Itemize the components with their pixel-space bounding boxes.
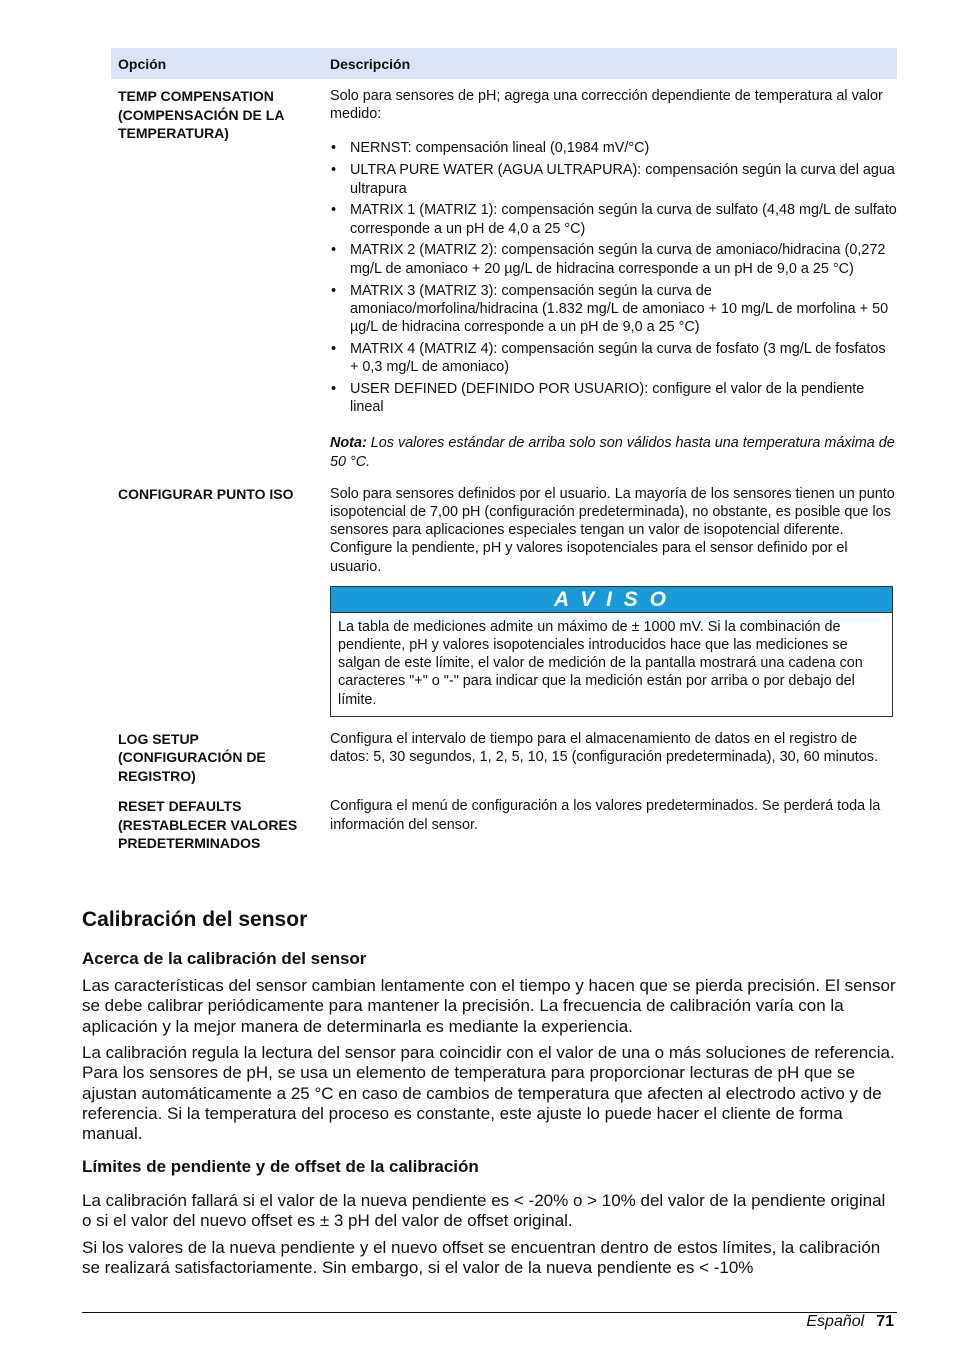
page-footer	[806, 1312, 894, 1332]
list-item: • ULTRA PURE WATER (AGUA ULTRAPURA): compensación según la curva del agua ultrapura	[330, 161, 897, 197]
description-temp-compensation	[323, 87, 897, 471]
iso-description: Solo para sensores definidos por el usuario. La mayoría de los sensores tienen un punto isopotencial de 7,00 pH (configuración predeterminada), no obstante, es posible que los sensores para aplicaciones especiales tengan un valor de isopotencial diferente. Configure la pendiente, pH y valores isopotenciales para el sensor definido por el usuario.	[330, 485, 895, 575]
list-item: • MATRIX 2 (MATRIZ 2): compensación según la curva de amoniaco/hidracina (0,272 mg/L de amoniaco + 20 µg/L de hidracina corresponde a un pH de 9,0 a 25 °C)	[330, 241, 897, 277]
section-title: Calibración del sensor	[82, 908, 308, 931]
paragraph-3: La calibración fallará si el valor de la nueva pendiente es < -20% o > 10% del valor de la pendiente original o si el valor del nuevo offset es ± 3 pH del valor de offset original.	[82, 1191, 886, 1231]
options-table	[111, 48, 897, 853]
description-reset-defaults: Configura el menú de configuración a los valores predeterminados. Se perderá toda la información del sensor.	[330, 798, 881, 833]
note-text: Los valores estándar de arriba solo son válidos hasta una temperatura máxima de 50 °C.	[330, 435, 895, 470]
list-item: • MATRIX 1 (MATRIZ 1): compensación según la curva de sulfato (4,48 mg/L de sulfato corresponde a un pH de 4,0 a 25 °C)	[330, 201, 897, 237]
option-log-setup: LOG SETUP (CONFIGURACIÓN DE REGISTRO)	[118, 730, 266, 784]
page-number: 71	[876, 1313, 894, 1330]
description-iso-point	[323, 485, 897, 717]
subsection-title-limits: Límites de pendiente y de offset de la calibración	[82, 1157, 479, 1176]
option-temp-compensation: TEMP COMPENSATION (COMPENSACIÓN DE LA TEMPERATURA)	[118, 88, 284, 141]
table-row-iso-point	[111, 485, 897, 717]
list-item: • USER DEFINED (DEFINIDO POR USUARIO): configure el valor de la pendiente lineal	[330, 380, 897, 416]
list-item: • MATRIX 4 (MATRIZ 4): compensación según la curva de fosfato (3 mg/L de fosfatos + 0,3 mg/L de amoniaco)	[330, 340, 897, 376]
temp-intro: Solo para sensores de pH; agrega una corrección dependiente de temperatura al valor medido:	[330, 88, 883, 123]
paragraph-1: Las características del sensor cambian lentamente con el tiempo y hacen que se pierda precisión. El sensor se debe calibrar periódicamente para mantener la precisión. La frecuencia de calibración varía con la aplicación y la mejor manera de determinarla es mediante la experiencia.	[82, 976, 896, 1036]
header-description: Descripción	[330, 55, 411, 72]
notice-title: A V I S O	[331, 587, 892, 613]
paragraph-2: La calibración regula la lectura del sensor para coincidir con el valor de una o más soluciones de referencia. Para los sensores de pH, se usa un elemento de temperatura para proporcionar lecturas de pH que se ajustan automáticamente a 25 °C en caso de cambios de temperatura que afecten al electrodo activo y de referencia. Si la temperatura del proceso es constante, este ajuste lo puede hacer el cliente de forma manual.	[82, 1043, 895, 1144]
paragraph-4: Si los valores de la nueva pendiente y el nuevo offset se encuentran dentro de estos límites, la calibración se realizará satisfactoriamente. Sin embargo, si el valor de la nueva pendiente es < -10%	[82, 1238, 881, 1278]
notice-text: La tabla de mediciones admite un máximo de ± 1000 mV. Si la combinación de pendiente, pH y valores isopotenciales introducidos hace que las mediciones se salgan de este límite, el valor de medición de la pantalla mostrará una cadena con caracteres "+" o "-" para indicar que la medición están por arriba o por debajo del límite.	[338, 618, 863, 708]
list-item: • NERNST: compensación lineal (0,1984 mV/°C)	[330, 139, 897, 157]
note-label: Nota:	[330, 435, 367, 452]
table-row-reset-defaults	[111, 797, 897, 853]
table-row-temp-compensation	[111, 87, 897, 471]
footer-language: Español	[806, 1313, 865, 1330]
header-option: Opción	[118, 55, 167, 72]
list-item: • MATRIX 3 (MATRIZ 3): compensación según la curva de amoniaco/morfolina/hidracina (1.832 mg/L de amoniaco + 10 mg/L de morfolina + 50 µg/L de hidracina corresponde a un pH de 9,0 a 25 °C)	[330, 282, 897, 337]
description-log-setup: Configura el intervalo de tiempo para el almacenamiento de datos en el registro de datos: 5, 30 segundos, 1, 2, 5, 10, 15 (configuración predeterminada), 30, 60 minutos.	[330, 730, 878, 766]
footer-divider	[82, 1312, 897, 1313]
option-reset-defaults: RESET DEFAULTS (RESTABLECER VALORES PREDETERMINADOS	[118, 798, 298, 852]
subsection-title-about: Acerca de la calibración del sensor	[82, 949, 367, 968]
option-iso-point: CONFIGURAR PUNTO ISO	[118, 485, 294, 502]
table-row-log-setup	[111, 730, 897, 786]
temp-note	[330, 434, 897, 470]
table-header	[111, 48, 897, 79]
notice-box	[330, 586, 893, 717]
temp-options-list	[330, 139, 897, 416]
